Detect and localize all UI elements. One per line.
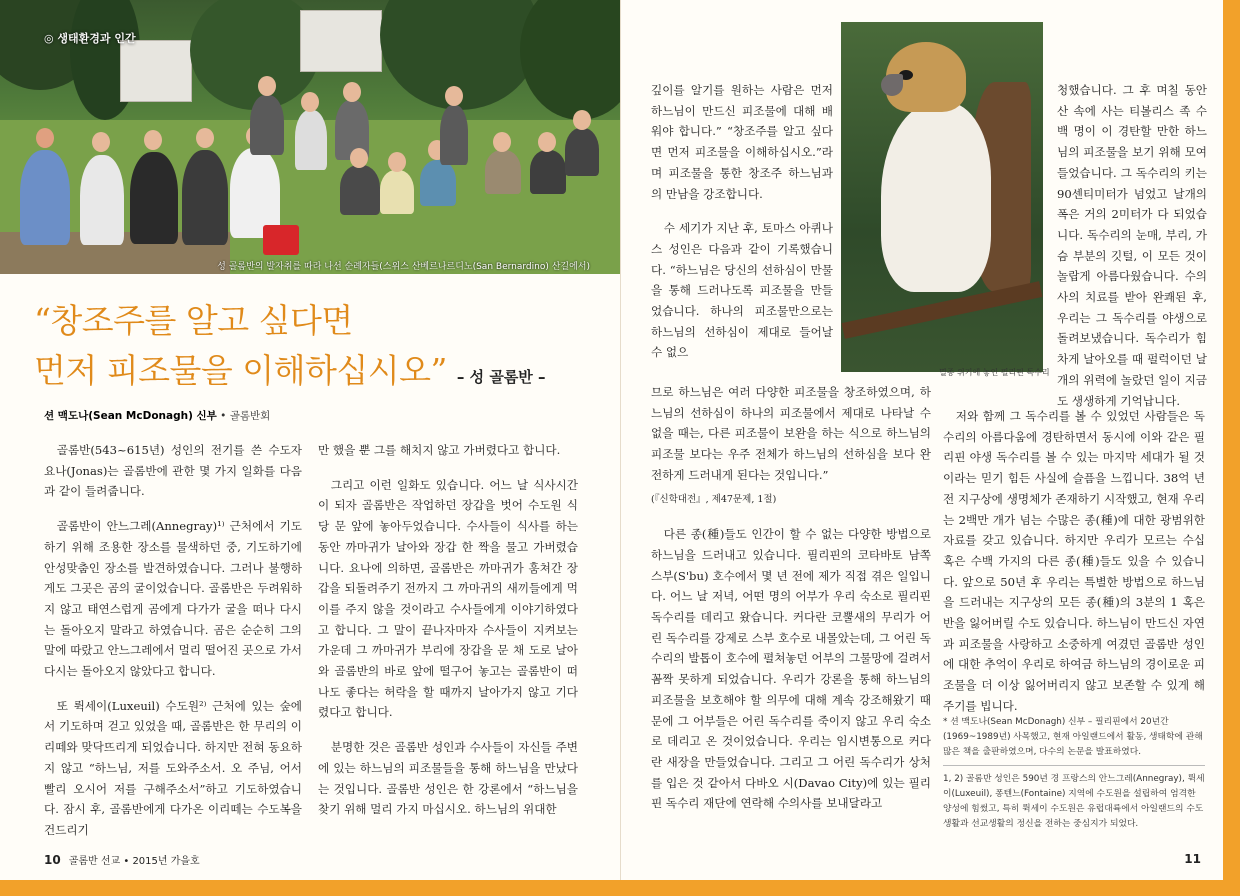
citation: (『신학대전』, 제47문제, 1절) xyxy=(651,493,777,505)
photo-caption: 성 골롬반의 발자취를 따라 나선 순례자들(스위스 산베르나르디노(San Bernardino) 산길에서) xyxy=(217,262,590,272)
title-line-2: 먼저 피조물을 이해하십시오” xyxy=(34,351,447,390)
author-org: • 골롬반회 xyxy=(216,410,271,422)
text-column-1 xyxy=(44,440,302,855)
paragraph: 저와 함께 그 독수리를 볼 수 있었던 사람들은 독수리의 아름다움에 경탄하면서 동시에 이와 같은 필리핀 야생 독수리를 볼 수 있는 마지막 세대가 될 것이라는 믿기 힘든 사실에 슬픔을 느낍니다. 38억 년 전 지구상에 생명체가 존재하기 시작했고, 현재 우리는 2백만 개가 넘는 수많은 종(種)에 대한 광범위한 자료를 갖고 있습니다. 하지만 우리가 모르는 수십 혹은 수백 가지의 다른 종(種)들도 있을 수 있습니다. 앞으로 50년 후 우리는 특별한 방법으로 하느님을 드러내는 지구상의 모든 종(種)의 3분의 1 혹은 반을 잃어버릴 수도 있습니다. 하느님이 만드신 자연과 피조물을 사랑하고 소중하게 여겼던 골롬반 성인에 대한 추억이 우리로 하여금 하느님의 경이로운 피조물을 더 이상 잃어버리지 않고 보존할 수 있게 해주기를 빕니다. xyxy=(943,409,1205,713)
right-page xyxy=(620,0,1223,880)
text-column-4-bottom xyxy=(943,406,1205,731)
paragraph: 다른 종(種)들도 인간이 할 수 없는 다양한 방법으로 하느님을 드러내고 있습니다. 필리핀의 코타바토 남쪽 스부(S'bu) 호수에서 몇 년 전에 제가 직접 겪은 일입니다. 어느 날 저녁, 어떤 명의 어부가 우리 숙소로 필리핀 독수리를 데리고 왔습니다. 커다란 코뿔새의 무리가 어린 독수리를 강제로 스부 호수로 내몰았는데, 그 어린 독수리의 발톱이 호수에 펼쳐놓던 어부의 그물망에 걸려서 꼼짝 못하게 되었습니다. 우리가 강론을 통해 하느님의 피조물을 보호해야 할 의무에 대해 계속 강조해왔기 때문에 그 어부들은 어린 독수리를 죽이지 않고 우리 숙소로 데리고 온 것이었습니다. 우리는 임시변통으로 커다란 새장을 만들었습니다. 그리고 그 어린 독수리가 상처를 입은 것 같아서 다바오 시(Davao City)에 있는 필리핀 독수리 재단에 연락해 수의사를 보내달라고 xyxy=(651,527,931,811)
footnote-divider xyxy=(943,765,1205,766)
text-column-3-bottom xyxy=(651,382,931,828)
red-bag xyxy=(263,225,299,255)
article-title xyxy=(34,296,594,402)
author-name: 션 맥도나(Sean McDonagh) 신부 xyxy=(44,410,217,422)
page-number-right: 11 xyxy=(1184,852,1201,866)
paragraph: 분명한 것은 골롬반 성인과 수사들이 자신들 주변에 있는 하느님의 피조물들을 통해 하느님을 만났다는 것입니다. 골롬반 성인은 한 강론에서 “하느님을 찾기 위해 멀리 가지 마십시오. 하느님의 위대한 xyxy=(318,740,578,817)
title-line-1: “창조주를 알고 싶다면 xyxy=(34,301,353,340)
page-number-left: 10 xyxy=(44,853,61,867)
eagle-caption: 멸종 위기에 놓인 필리핀 독수리 xyxy=(939,368,1050,377)
paragraph: 골롬반(543~615년) 성인의 전기를 쓴 수도자 요나(Jonas)는 골롬반에 관한 몇 가지 일화를 다음과 같이 들려줍니다. xyxy=(44,443,302,499)
paragraph: 므로 하느님은 여러 다양한 피조물을 창조하였으며, 하느님의 선하심이 하나의 피조물에서 제대로 나타날 수 없을 때는, 다른 피조물이 보완을 하는 식으로 하느님의 피조물 보다는 우주 전체가 하느님의 선하심을 보다 완전하게 드러내게 된다는 것입니다.” xyxy=(651,385,931,482)
text-column-4-top xyxy=(1057,80,1207,425)
text-column-2 xyxy=(318,440,578,834)
paragraph: 깊이를 알기를 원하는 사람은 먼저 하느님이 만드신 피조물에 대해 배워야 합니다.” “창조주를 알고 싶다면 먼저 피조물을 이해하십시오.”라며 피조물을 통한 창조주 하느님과의 만남을 강조합니다. xyxy=(651,83,833,201)
paragraph: 골롬반이 안느그레(Annegray)¹⁾ 근처에서 기도하기 위해 조용한 장소를 물색하던 중, 기도하기에 안성맞춤인 장소를 발견하였습니다. 그러나 불행하게도 그곳은 곰의 굴이었습니다. 골롬반은 두려워하지 않고 태연스럽게 곰에게 다가가 굴을 떠나 다시는 돌아오지 말라고 하였습니다. 곰은 순순히 그의 말에 따랐고 안느그레에서 멀리 떨어진 곳으로 가서 다시는 돌아오지 않았다고 합니다. xyxy=(44,519,302,679)
magazine-issue: 골롬반 선교 • 2015년 가을호 xyxy=(68,856,200,867)
title-subtitle: – 성 골롬반 – xyxy=(456,368,546,386)
page-footer-left xyxy=(44,852,200,867)
paragraph: 청했습니다. 그 후 며칠 동안 산 속에 사는 티볼리스 족 수백 명이 이 경탄할 만한 하느님의 피조물을 보기 위해 모여들었습니다. 그 독수리의 키는 90센티미터가 넘었고 날개의 폭은 거의 2미터가 다 되었습니다. 독수리의 눈매, 부리, 가슴 부분의 깃털, 이 모든 것이 놀랍게 아름다웠습니다. 수의사의 치료를 받아 완쾌된 후, 우리는 그 독수리를 야생으로 돌려보냈습니다. 독수리가 힘차게 날아오를 때 펄럭이던 날개의 위력에 놀랐던 일이 지금도 생생하게 기억납니다. xyxy=(1057,83,1207,408)
left-page xyxy=(0,0,620,880)
text-column-3-top xyxy=(651,80,833,377)
reference-footnote: 1, 2) 골롬반 성인은 590년 경 프랑스의 안느그레(Annegray), 뤽세이(Luxeuil), 퐁텐느(Fontaine) 지역에 수도원을 설립하여 엄격한 양성에 힘썼고, 특히 뤽세이 수도원은 유럽대륙에서 아일랜드의 수도생활과 선교생활의 정신을 전하는 중심지가 되었다. xyxy=(943,774,1205,829)
section-tag: ◎ 생태환경과 인간 xyxy=(44,32,136,45)
philippine-eagle-photo xyxy=(841,22,1043,372)
paragraph: 만 했을 뿐 그를 해치지 않고 가버렸다고 합니다. xyxy=(318,443,561,457)
author-byline xyxy=(44,408,270,423)
paragraph: 수 세기가 지난 후, 토마스 아퀴나스 성인은 다음과 같이 기록했습니다. “하느님은 당신의 선하심이 만물을 통해 드러나도록 피조물을 만들었습니다. 하나의 피조물만으로는 하느님의 선하심이 제대로 들어날 수 없으 xyxy=(651,221,833,360)
author-footnote: * 션 맥도나(Sean McDonagh) 신부 – 필리핀에서 20년간(1969~1989년) 사목했고, 현재 아일랜드에서 활동, 생태학에 관해 많은 책을 출판하였으며, 다수의 논문을 발표하였다. xyxy=(943,717,1203,757)
paragraph: 그리고 이런 일화도 있습니다. 어느 날 식사시간이 되자 골롬반은 작업하던 장갑을 벗어 수도원 식당 문 앞에 놓아두었습니다. 수사들이 식사를 하는 동안 까마귀가 날아와 장갑 한 짝을 물고 가버렸습니다. 요나에 의하면, 골롬반은 까마귀가 훔쳐간 장갑을 되돌려주기 전까지 그 까마귀의 새끼들에게 먹이를 주지 않을 것이라고 수사들에게 이야기하였다고 합니다. 그 말이 끝나자마자 수사들이 지켜보는 가운데 그 까마귀가 부리에 장갑을 문 채 도로 날아와 골롬반의 바로 앞에 떨구어 놓고는 골롬반이 떠나도 좋다는 허락을 할 때까지 날아가지 않고 기다렸다고 합니다. xyxy=(318,477,578,720)
paragraph: 또 뤽세이(Luxeuil) 수도원²⁾ 근처에 있는 숲에서 기도하며 걷고 있었을 때, 골롬반은 한 무리의 이리떼와 맞닥뜨리게 되었습니다. 하지만 전혀 동요하지 않고 “하느님, 저를 도와주소서. 오 주님, 어서 빨리 오시어 저를 구해주소서”하고 기도하였습니다. 잠시 후, 골롬반에게 다가온 이리떼는 수도복을 건드리기 xyxy=(44,698,302,837)
